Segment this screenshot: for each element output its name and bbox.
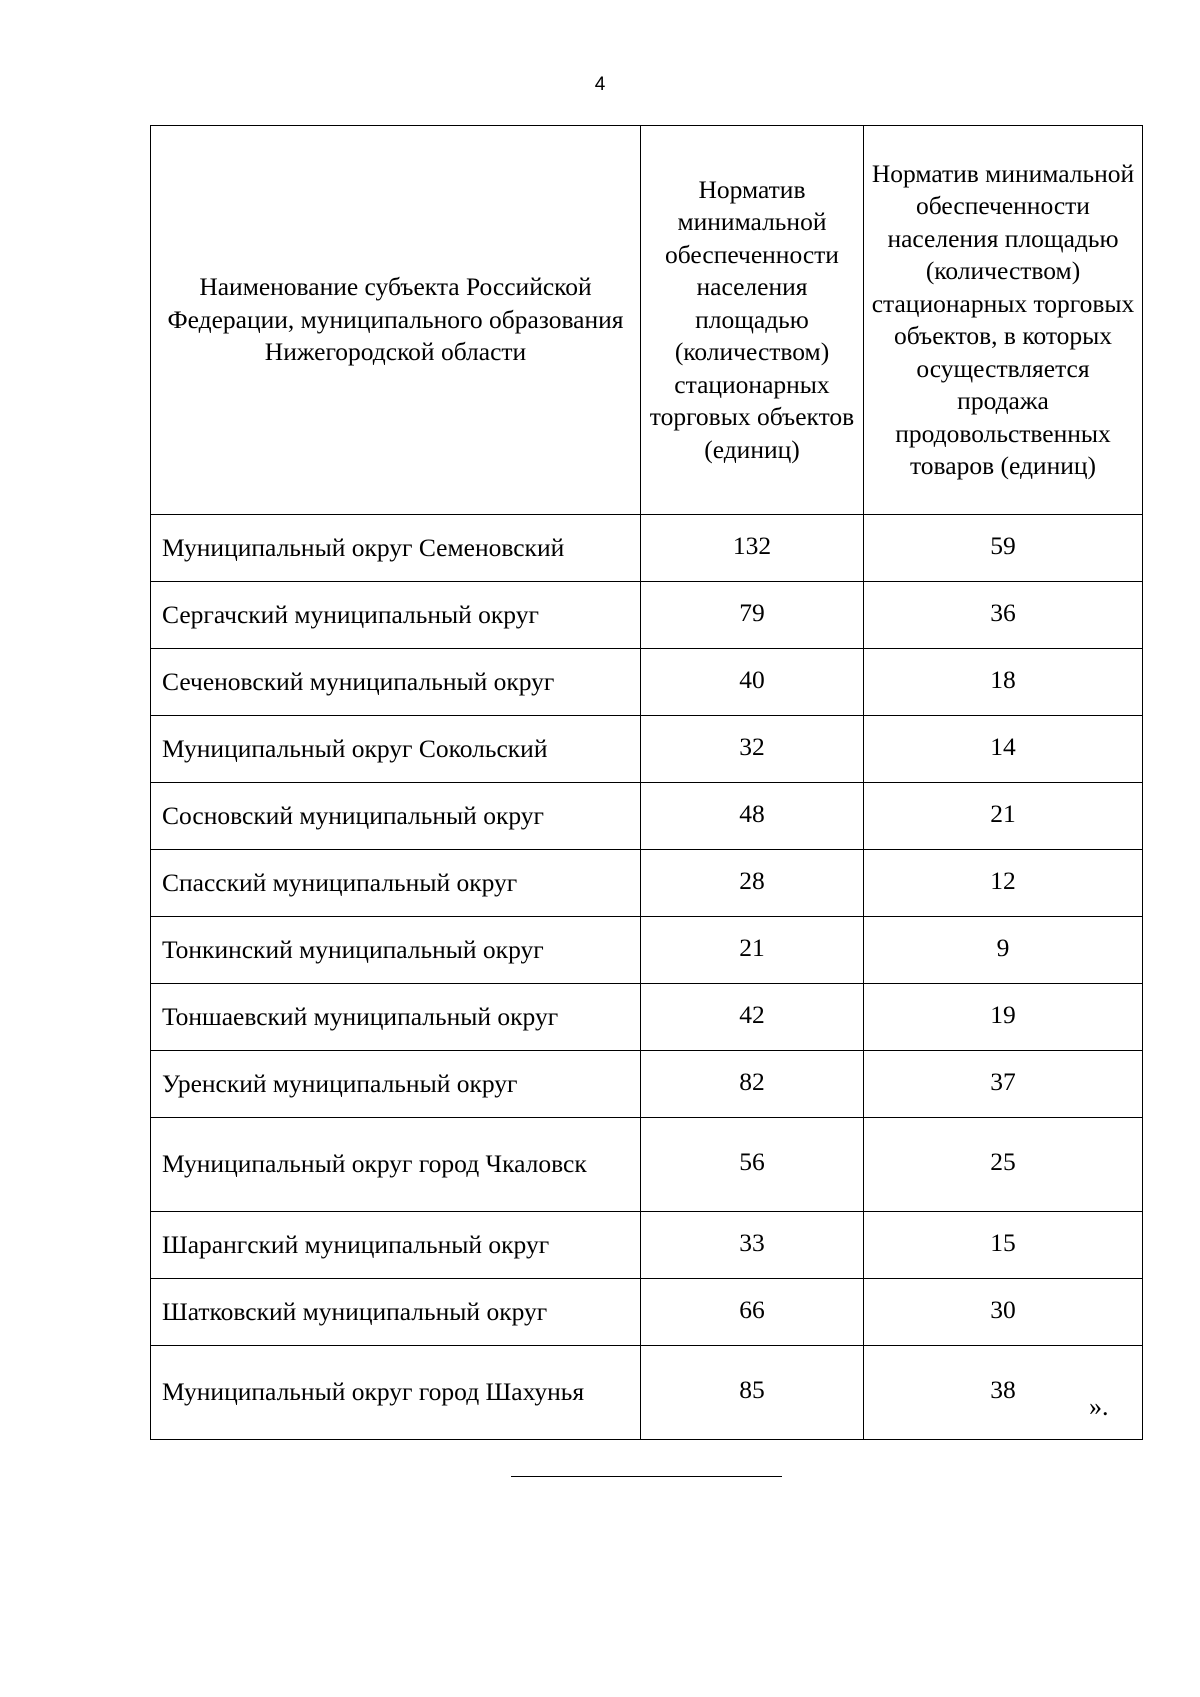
- total-norm-value: 28: [641, 850, 864, 917]
- table-row: [151, 582, 1143, 649]
- municipality-name: Муниципальный округ город Шахунья: [151, 1346, 641, 1440]
- total-norm-value: 32: [641, 716, 864, 783]
- food-norm-value: 37: [864, 1051, 1143, 1118]
- total-norm-value: 79: [641, 582, 864, 649]
- food-norm-value: 18: [864, 649, 1143, 716]
- table-row: [151, 1212, 1143, 1279]
- total-norm-value: 56: [641, 1118, 864, 1212]
- food-norm-value: 38: [864, 1346, 1143, 1440]
- signature-line: [511, 1476, 782, 1477]
- total-norm-value: 21: [641, 917, 864, 984]
- municipality-name: Сосновский муниципальный округ: [151, 783, 641, 850]
- municipality-name: Сергачский муниципальный округ: [151, 582, 641, 649]
- municipality-name: Муниципальный округ Семеновский: [151, 515, 641, 582]
- municipality-name: Сеченовский муниципальный округ: [151, 649, 641, 716]
- total-norm-value: 40: [641, 649, 864, 716]
- table-row: [151, 1279, 1143, 1346]
- municipality-name: Шатковский муниципальный округ: [151, 1279, 641, 1346]
- food-norm-value: 9: [864, 917, 1143, 984]
- header-name: Наименование субъекта Российской Федерации, муниципального образования Нижегородской области: [151, 126, 641, 515]
- food-norm-value: 14: [864, 716, 1143, 783]
- table-row: [151, 850, 1143, 917]
- table-row: [151, 917, 1143, 984]
- table-row: [151, 649, 1143, 716]
- municipality-name: Шарангский муниципальный округ: [151, 1212, 641, 1279]
- food-norm-value: 15: [864, 1212, 1143, 1279]
- header-total-norm: Норматив минимальной обеспеченности населения площадью (количеством) стационарных торговых объектов (единиц): [641, 126, 864, 515]
- total-norm-value: 85: [641, 1346, 864, 1440]
- total-norm-value: 66: [641, 1279, 864, 1346]
- total-norm-value: 82: [641, 1051, 864, 1118]
- closing-quote: ».: [1089, 1392, 1109, 1421]
- food-norm-value: 30: [864, 1279, 1143, 1346]
- municipality-name: Тоншаевский муниципальный округ: [151, 984, 641, 1051]
- table-row: [151, 1346, 1143, 1440]
- food-norm-value: 21: [864, 783, 1143, 850]
- municipality-name: Муниципальный округ Сокольский: [151, 716, 641, 783]
- food-norm-value: 36: [864, 582, 1143, 649]
- food-norm-value: 12: [864, 850, 1143, 917]
- table-row: [151, 1118, 1143, 1212]
- municipality-name: Уренский муниципальный округ: [151, 1051, 641, 1118]
- total-norm-value: 48: [641, 783, 864, 850]
- total-norm-value: 42: [641, 984, 864, 1051]
- municipality-name: Спасский муниципальный округ: [151, 850, 641, 917]
- table-row: [151, 1051, 1143, 1118]
- total-norm-value: 132: [641, 515, 864, 582]
- table-row: [151, 716, 1143, 783]
- norms-table: [150, 125, 1143, 1440]
- table-row: [151, 515, 1143, 582]
- table-row: [151, 783, 1143, 850]
- food-norm-value: 25: [864, 1118, 1143, 1212]
- table-row: [151, 984, 1143, 1051]
- page-number: 4: [594, 74, 606, 95]
- food-norm-value: 59: [864, 515, 1143, 582]
- table-header-row: [151, 126, 1143, 515]
- header-food-norm: Норматив минимальной обеспеченности населения площадью (количеством) стационарных торговых объектов, в которых осуществляется продажа продовольственных товаров (единиц): [864, 126, 1143, 515]
- municipality-name: Тонкинский муниципальный округ: [151, 917, 641, 984]
- food-norm-value: 19: [864, 984, 1143, 1051]
- total-norm-value: 33: [641, 1212, 864, 1279]
- municipality-name: Муниципальный округ город Чкаловск: [151, 1118, 641, 1212]
